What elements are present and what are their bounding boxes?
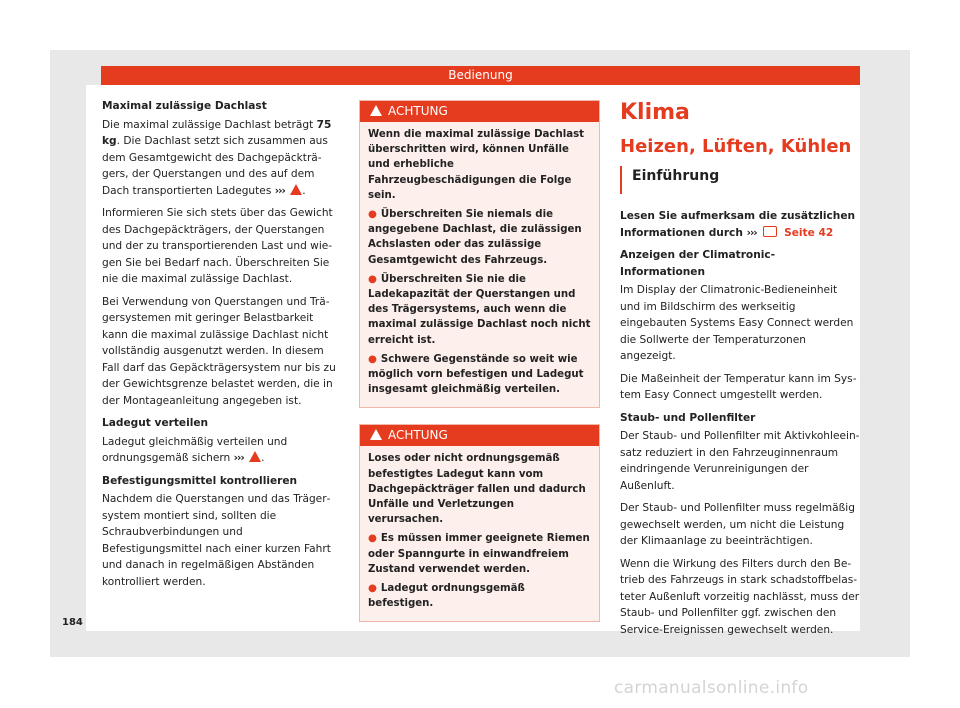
paragraph-dachlast: Die maximal zulässige Dachlast beträgt 75 kg. Die Dachlast setzt sich zusammen aus dem Gesamtgewicht des Dachgepäckträgers, der Querstangen und des auf dem Dach transportierten Ladegutes ››› . — [102, 118, 332, 197]
warning-intro: Loses oder nicht ordnungsgemäß befestigtes Ladegut kann vom Dachgepäckträger fallen und dadurch Unfälle und Verletzungen verursachen. — [368, 453, 586, 526]
column-warnings — [359, 100, 600, 634]
paragraph-filter-2: Der Staub- und Pollenfilter muss regelmäßig gewechselt werden, um nicht die Leistung der Klimaanlage zu beeinträchtigen. — [620, 502, 855, 547]
bullet-text: Es müssen immer geeignete Riemen oder Spanngurte in einwandfreiem Zustand verwendet werden. — [368, 533, 590, 575]
warning-box-header — [360, 101, 599, 122]
subsection-title: Einführung — [620, 166, 860, 194]
dachlast-value: 75 kg — [102, 118, 332, 147]
see-arrows[interactable]: ››› — [274, 184, 285, 197]
warning-bullet — [368, 531, 591, 577]
heading-max-dachlast: Maximal zulässige Dachlast — [102, 100, 267, 112]
warning-intro: Wenn die maximal zulässige Dachlast überschritten wird, können Unfälle und erhebliche Fahrzeugbeschädigungen die Folge sein. — [368, 129, 584, 201]
section-title: Heizen, Lüften, Kühlen — [620, 136, 852, 157]
warning-bullet — [368, 352, 591, 398]
warning-box-1 — [359, 100, 600, 408]
warning-box-header — [360, 425, 599, 446]
column-dachlast — [102, 98, 342, 596]
paragraph-masseinheit: Die Maßeinheit der Temperatur kann im System Easy Connect umgestellt werden. — [620, 372, 857, 401]
page-header: Bedienung — [101, 66, 860, 85]
page-reference-link[interactable]: Seite 42 — [784, 226, 834, 239]
warning-title: ACHTUNG — [388, 428, 448, 443]
paragraph-filter-3: Wenn die Wirkung des Filters durch den Betrieb des Fahrzeugs in stark schadstoffbelasteter Außenluft vorzeitig nachlässt, muss der Staub- und Pollenfilter ggf. zwischen den Service-Ereignissen gewechselt werden. — [620, 557, 860, 636]
heading-ladegut-verteilen: Ladegut verteilen — [102, 417, 209, 429]
warning-triangle-icon — [249, 451, 261, 462]
paragraph-display: Im Display der Climatronic-Bedieneinheit und im Bildschirm des werkseitig eingebauten Systems Easy Connect werden die Sollwerte der Temperaturzonen angezeigt. — [620, 284, 854, 362]
bullet-text: Überschreiten Sie niemals die angegebene Dachlast, die zulässigen Achslasten oder das zulässige Gesamtgewicht des Fahrzeugs. — [368, 209, 582, 266]
paragraph-befestigungsmittel: Nachdem die Querstangen und das Trägersystem montiert sind, sollten die Schraubverbindungen und Befestigungsmittel nach einer kurzen Fahrt und danach in regelmäßigen Abständen kontrolliert werden. — [102, 493, 331, 588]
heading-pollenfilter: Staub- und Pollenfilter — [620, 411, 756, 424]
warning-bullet — [368, 207, 591, 268]
paragraph-gewicht: Informieren Sie sich stets über das Gewicht des Dachgepäckträgers, der Querstangen und der zu transportierenden Last und wiegen Sie bei Bedarf nach. Überschreiten Sie nie die maximal zulässige Dachlast. — [102, 207, 333, 285]
warning-bullet — [368, 272, 591, 348]
book-icon — [763, 226, 777, 237]
bullet-text: Schwere Gegenstände so weit wie möglich vorn befestigen und Ladegut insgesamt gleichmäßig verteilen. — [368, 353, 584, 396]
text: Die maximal zulässige Dachlast beträgt — [102, 118, 317, 131]
bullet-text: Ladegut ordnungsgemäß befestigen. — [368, 583, 525, 610]
heading-befestigungsmittel: Befestigungsmittel kontrollieren — [102, 474, 298, 487]
paragraph-ladegut: Ladegut gleichmäßig verteilen und ordnungsgemäß sichern ››› . — [102, 435, 288, 464]
bullet-icon: ● — [368, 583, 377, 595]
warning-triangle-icon — [290, 184, 302, 195]
watermark: carmanualsonline.info — [614, 678, 809, 698]
column-klima — [620, 100, 860, 644]
page-number: 184 — [62, 617, 83, 628]
chapter-title: Klima — [620, 100, 690, 125]
paragraph-filter-1: Der Staub- und Pollenfilter mit Aktivkohleeinsatz reduziert in den Fahrzeuginnenraum eindringende Verunreinigungen der Außenluft. — [620, 430, 860, 492]
text: . Die Dachlast setzt sich zusammen aus dem Gesamtgewicht des Dachgepäckträgers, der Querstangen und des auf dem Dach transportierten Ladegutes — [102, 135, 328, 197]
warning-box-2 — [359, 424, 600, 622]
heading-climatronic: Anzeigen der Climatronic-Informationen — [620, 249, 776, 278]
warning-box-body — [360, 122, 599, 407]
bullet-icon: ● — [368, 209, 377, 221]
see-arrows[interactable]: ››› — [233, 452, 244, 464]
warning-title: ACHTUNG — [388, 104, 448, 118]
warning-box-body — [360, 446, 599, 621]
bullet-icon: ● — [368, 533, 377, 545]
bullet-icon: ● — [368, 273, 377, 285]
text: Ladegut gleichmäßig verteilen und ordnungsgemäß sichern — [102, 435, 288, 464]
warning-triangle-icon — [370, 429, 382, 440]
text: Lesen Sie aufmerksam die zusätzlichen Informationen durch — [620, 210, 856, 239]
see-arrows: ››› — [746, 226, 757, 239]
paragraph-querstangen: Bei Verwendung von Querstangen und Trägersystemen mit geringer Belastbarkeit kann die maximal zulässige Dachlast nicht vollständig ausgenutzt werden. In diesem Fall darf das Gepäckträgersystem nur bis zu der Gewichtsgrenze belastet werden, die in der Montageanleitung angegeben ist. — [102, 295, 336, 407]
intro-paragraph — [620, 208, 860, 241]
bullet-text: Überschreiten Sie nie die Ladekapazität der Querstangen und des Trägersystems, auch wenn die maximal zulässige Dachlast noch nicht erreicht ist. — [368, 273, 591, 346]
warning-bullet — [368, 581, 591, 611]
bullet-icon: ● — [368, 353, 377, 365]
warning-triangle-icon — [370, 105, 382, 116]
